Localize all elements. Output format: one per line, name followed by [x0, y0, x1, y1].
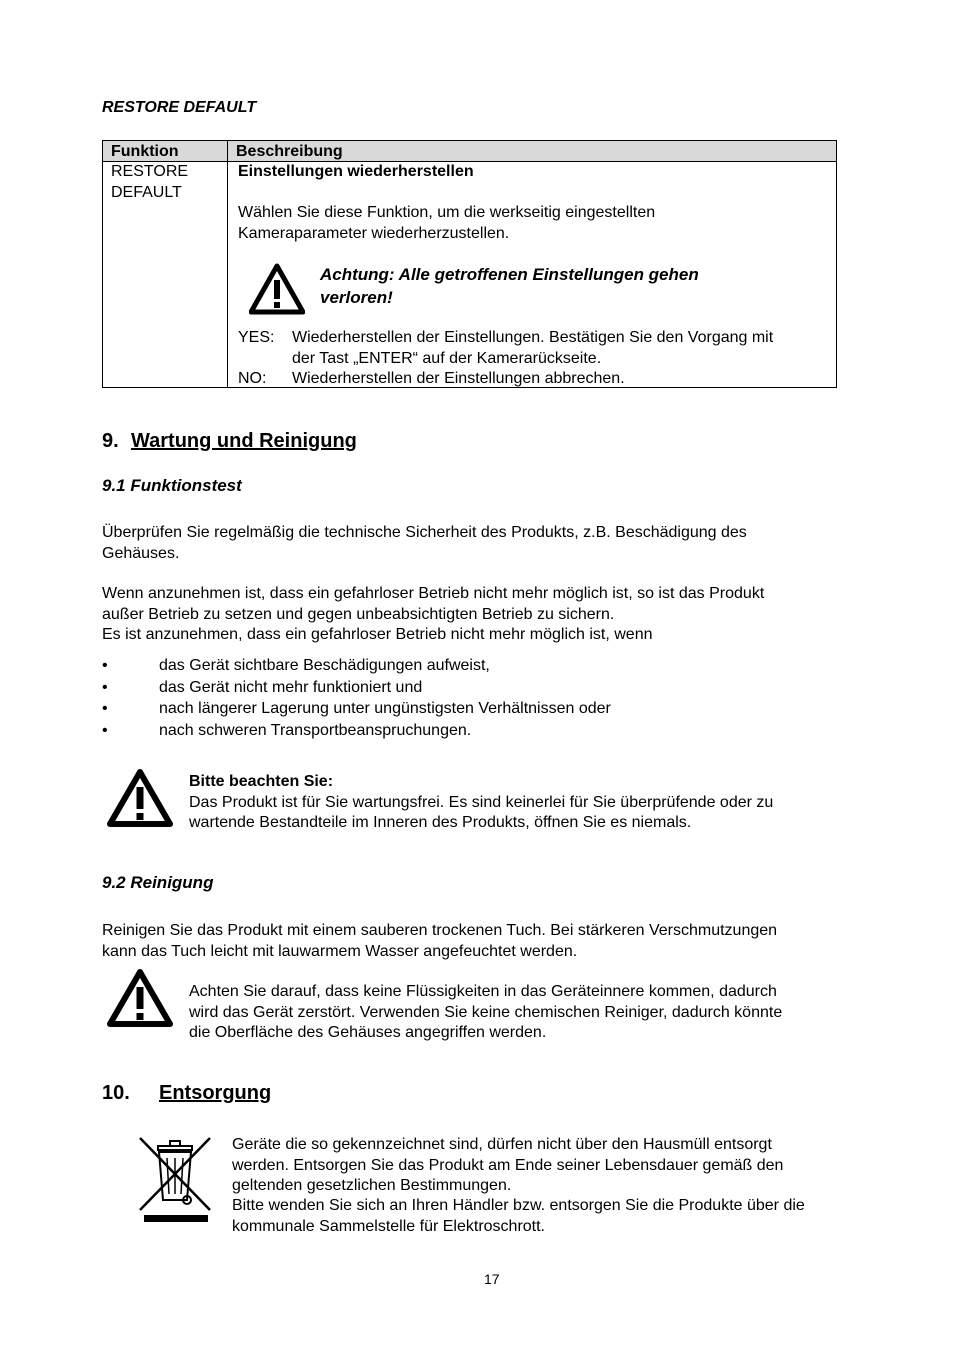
bullet-marker: • [102, 700, 108, 717]
option-text-no: Wiederherstellen der Einstellungen abbrechen. [292, 370, 625, 387]
warning-triangle-icon [107, 968, 173, 1033]
function-table [102, 140, 837, 388]
section-9-title: Wartung und Reinigung [131, 430, 357, 452]
table-cell-funktion-line2: DEFAULT [111, 183, 182, 201]
bullet-item: nach schweren Transportbeanspruchungen. [159, 722, 472, 739]
warning-triangle-icon [107, 768, 173, 833]
disposal-line: Bitte wenden Sie sich an Ihren Händler bzw. entsorgen Sie die Produkte über die [232, 1197, 805, 1214]
table-header-beschreibung: Beschreibung [236, 143, 343, 160]
paragraph-line: Reinigen Sie das Produkt mit einem sauberen trockenen Tuch. Bei stärkeren Verschmutzungen [102, 922, 778, 939]
paragraph-line: Überprüfen Sie regelmäßig die technische Sicherheit des Produkts, z.B. Beschädigung des [102, 524, 747, 541]
table-column-divider [227, 141, 228, 387]
bullet-marker: • [102, 657, 108, 674]
table-desc-line: Kameraparameter wiederherzustellen. [238, 224, 510, 242]
paragraph-line: außer Betrieb zu setzen und gegen unbeabsichtigten Betrieb zu sichern. [102, 605, 615, 623]
section-title-restore-default: RESTORE DEFAULT [102, 99, 257, 116]
table-warning-line: verloren! [320, 288, 393, 307]
paragraph-line: kann das Tuch leicht mit lauwarmem Wasser angefeuchtet werden. [102, 942, 578, 960]
section-9-number: 9. [102, 430, 119, 452]
notice-line: wird das Gerät zerstört. Verwenden Sie keine chemischen Reiniger, dadurch könnte [189, 1003, 783, 1021]
subsection-9-2-title: 9.2 Reinigung [102, 873, 214, 892]
table-header-funktion: Funktion [111, 143, 179, 160]
option-key-no: NO: [238, 370, 267, 387]
table-desc-title: Einstellungen wiederherstellen [238, 163, 474, 180]
table-header-row [103, 141, 836, 162]
page-number: 17 [484, 1271, 500, 1287]
option-key-yes: YES: [238, 329, 275, 346]
weee-crossed-bin-icon [136, 1134, 216, 1229]
disposal-line: Geräte die so gekennzeichnet sind, dürfen nicht über den Hausmüll entsorgt [232, 1136, 772, 1153]
disposal-line: geltenden gesetzlichen Bestimmungen. [232, 1177, 512, 1194]
option-text-yes-line1: Wiederherstellen der Einstellungen. Bestätigen Sie den Vorgang mit [292, 329, 774, 346]
notice-line: die Oberfläche des Gehäuses angegriffen werden. [189, 1024, 547, 1041]
table-warning-line: Achtung: Alle getroffenen Einstellungen gehen [320, 265, 699, 284]
notice-line: Achten Sie darauf, dass keine Flüssigkeiten in das Geräteinnere kommen, dadurch [189, 983, 777, 1000]
table-desc-line: Wählen Sie diese Funktion, um die werkseitig eingestellten [238, 204, 656, 221]
disposal-line: kommunale Sammelstelle für Elektroschrott. [232, 1217, 545, 1235]
notice-title: Bitte beachten Sie: [189, 773, 334, 790]
subsection-9-1-title: 9.1 Funktionstest [102, 476, 242, 495]
bullet-item: das Gerät nicht mehr funktioniert und [159, 679, 423, 696]
bullet-item: nach längerer Lagerung unter ungünstigsten Verhältnissen oder [159, 700, 611, 717]
section-10-number: 10. [102, 1082, 130, 1104]
bullet-item: das Gerät sichtbare Beschädigungen aufweist, [159, 657, 490, 674]
disposal-line: werden. Entsorgen Sie das Produkt am Ende seiner Lebensdauer gemäß den [232, 1156, 784, 1174]
paragraph-line: Gehäuses. [102, 544, 180, 562]
bullet-marker: • [102, 722, 108, 739]
bullet-marker: • [102, 679, 108, 696]
table-cell-funktion-line1: RESTORE [111, 163, 189, 180]
paragraph-line: Es ist anzunehmen, dass ein gefahrloser Betrieb nicht mehr möglich ist, wenn [102, 626, 653, 643]
option-text-yes-line2: der Tast „ENTER“ auf der Kamerarückseite. [292, 349, 602, 367]
paragraph-line: Wenn anzunehmen ist, dass ein gefahrloser Betrieb nicht mehr möglich ist, so ist das Produkt [102, 585, 765, 602]
notice-line: Das Produkt ist für Sie wartungsfrei. Es sind keinerlei für Sie überprüfende oder zu [189, 793, 774, 811]
notice-line: wartende Bestandteile im Inneren des Produkts, öffnen Sie es niemals. [189, 814, 692, 831]
warning-triangle-icon [249, 263, 305, 320]
section-10-title: Entsorgung [159, 1082, 272, 1104]
